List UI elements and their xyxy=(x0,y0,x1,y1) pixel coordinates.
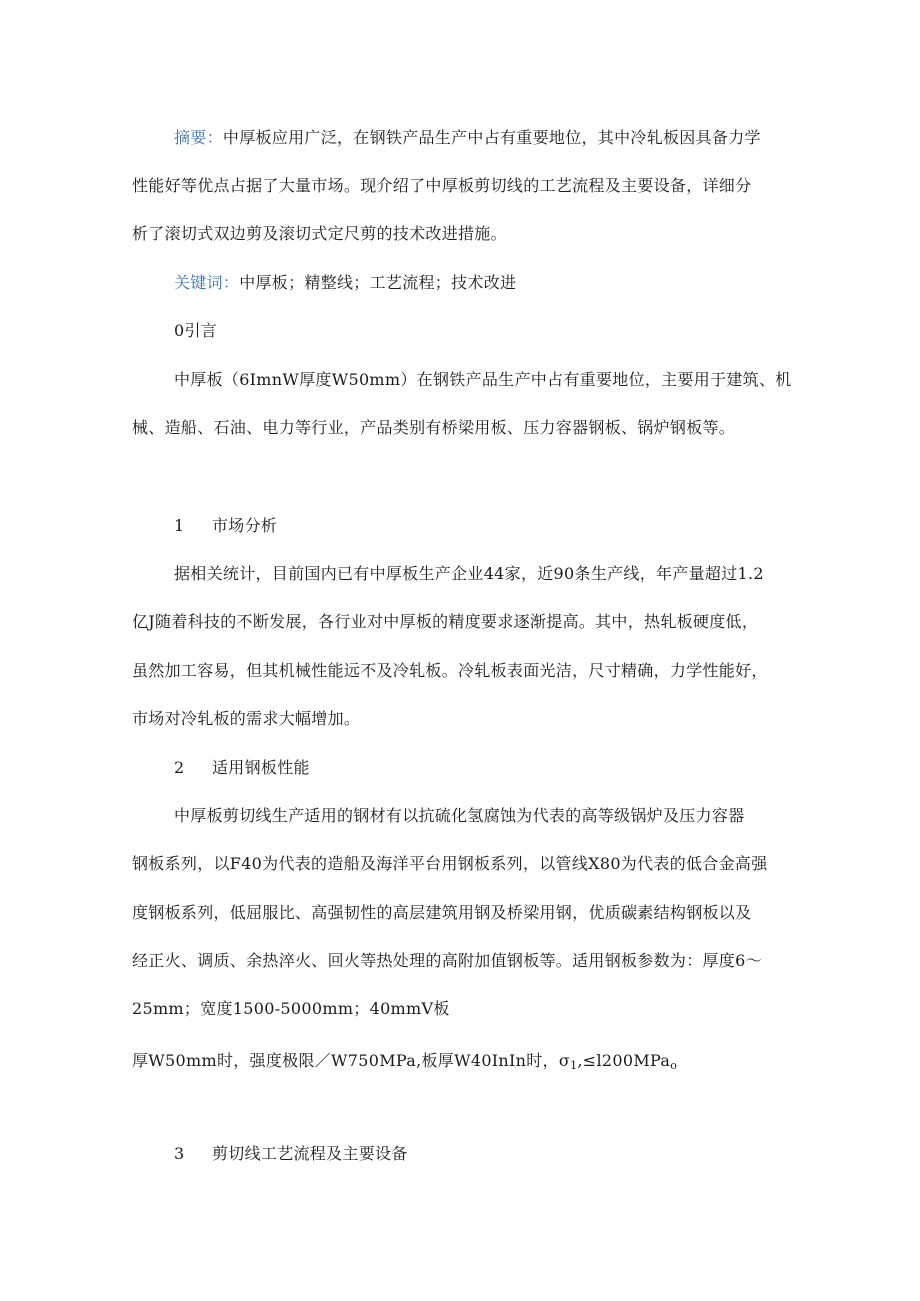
section-2-line-2: 钢板系列，以F40为代表的造船及海洋平台用钢板系列，以管线X80为代表的低合金高强 xyxy=(132,854,768,873)
abstract-label: 摘要： xyxy=(174,128,223,147)
section-1-line-2: 亿J随着科技的不断发展，各行业对中厚板的精度要求逐渐提高。其中，热轧板硬度低， xyxy=(132,612,759,631)
section-2-line-6-a: 厚W50mm时，强度极限／W750MPa,板厚W40InIn时，σ xyxy=(132,1051,571,1070)
keywords-text: 中厚板；精整线；工艺流程；技术改进 xyxy=(239,273,517,292)
sigma-subscript: 1 xyxy=(570,1059,578,1072)
section-2-line-6-b: ,≤l200MPa xyxy=(577,1051,671,1070)
intro-line-1: 中厚板（6ImnW厚度W50mm）在钢铁产品生产中占有重要地位，主要用于建筑、机 xyxy=(174,370,792,389)
section-1-line-4: 市场对冷轧板的需求大幅增加。 xyxy=(132,709,361,728)
section-2-line-6 xyxy=(132,1048,677,1072)
intro-heading: 0引言 xyxy=(174,321,218,340)
section-3-title: 剪切线工艺流程及主要设备 xyxy=(212,1144,408,1163)
section-3-number: 3 xyxy=(174,1144,185,1163)
abstract-line-2: 性能好等优点占据了大量市场。现介绍了中厚板剪切线的工艺流程及主要设备，详细分 xyxy=(132,176,752,195)
section-2-heading xyxy=(174,755,310,778)
section-2-line-1: 中厚板剪切线生产适用的钢材有以抗硫化氢腐蚀为代表的高等级锅炉及压力容器 xyxy=(174,806,745,825)
section-1-heading xyxy=(174,513,277,536)
unit-subscript: o xyxy=(670,1059,678,1072)
section-2-title: 适用钢板性能 xyxy=(212,758,310,777)
section-2-line-5: 25mm；宽度1500-5000mm；40mmV板 xyxy=(132,999,450,1018)
section-1-title: 市场分析 xyxy=(212,516,278,535)
abstract-text-1: 中厚板应用广泛，在钢铁产品生产中占有重要地位，其中冷轧板因具备力学 xyxy=(222,128,761,147)
keywords-line xyxy=(174,270,516,293)
section-2-line-4: 经正火、调质、余热淬火、回火等热处理的高附加值钢板等。适用钢板参数为：厚度6〜 xyxy=(132,951,762,970)
intro-line-2: 械、造船、石油、电力等行业，产品类别有桥梁用板、压力容器钢板、锅炉钢板等。 xyxy=(132,418,736,437)
section-3-heading xyxy=(174,1141,408,1164)
section-2-number: 2 xyxy=(174,758,185,777)
keywords-label: 关键词： xyxy=(174,273,240,292)
section-1-line-3: 虽然加工容易，但其机械性能远不及冷轧板。冷轧板表面光洁，尺寸精确，力学性能好， xyxy=(132,661,768,680)
section-1-number: 1 xyxy=(174,516,185,535)
section-2-line-3: 度钢板系列，低屈服比、高强韧性的高层建筑用钢及桥梁用钢，优质碳素结构钢板以及 xyxy=(132,903,752,922)
abstract-line-3: 析了滚切式双边剪及滚切式定尺剪的技术改进措施。 xyxy=(132,224,507,243)
section-1-line-1: 据相关统计，目前国内已有中厚板生产企业44家，近90条生产线，年产量超过1.2 xyxy=(174,564,764,583)
abstract-line-1 xyxy=(174,125,761,148)
